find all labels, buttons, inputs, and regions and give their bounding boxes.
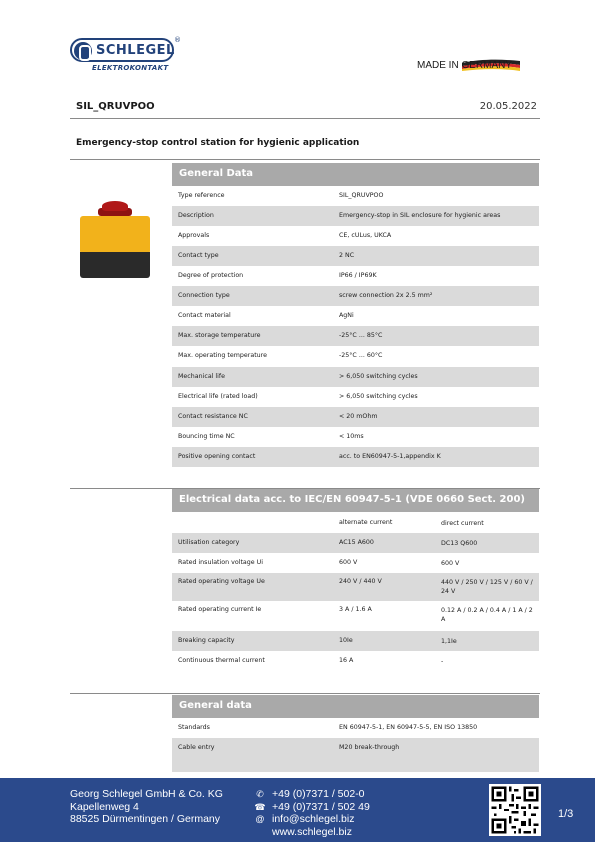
table-row [172,738,539,758]
subtitle-divider [70,159,540,160]
row-value: acc. to EN60947-5-1,appendix K [339,453,441,460]
table-row [172,407,539,427]
row-key: Mechanical life [178,373,226,380]
row-value: CE, cULus, UKCA [339,232,392,239]
row-key: Contact material [178,312,231,319]
row-key: Standards [178,724,210,731]
row-key: Contact resistance NC [178,413,248,420]
row-key: Electrical life (rated load) [178,393,258,400]
table-row [172,326,539,346]
row-value: -25°C ... 60°C [339,352,383,359]
row-key: Breaking capacity [178,637,235,644]
row-value: Emergency-stop in SIL enclosure for hygienic areas [339,212,501,219]
row-key: Utilisation category [178,539,240,546]
row-value: screw connection 2x 2.5 mm² [339,292,433,299]
row-value: < 10ms [339,433,364,440]
table-row [172,286,539,306]
row-value-dc: - [441,658,444,665]
table-row [172,573,539,601]
footer-contact [254,788,370,838]
table-row [172,651,539,671]
row-value: EN 60947-5-1, EN 60947-5-5, EN ISO 13850 [339,724,478,731]
row-key: Description [178,212,214,219]
row-value-dc: DC13 Q600 [441,540,478,547]
row-value-ac: 600 V [339,559,358,566]
table-row [172,553,539,573]
section-divider [70,693,540,694]
made-in-germany: MADE IN GERMANY [417,60,513,71]
row-key: Degree of protection [178,272,244,279]
table-row [172,718,539,738]
row-value-dc: 0.12 A / 0.2 A / 0.4 A / 1 A / 2 A [441,607,533,623]
table-row [172,266,539,286]
row-key: Max. storage temperature [178,332,261,339]
section-general-data-2: General data [172,695,539,718]
row-value-ac: 3 A / 1.6 A [339,606,372,613]
footer-address [70,788,223,826]
table-row [172,427,539,447]
row-key: Rated insulation voltage Ui [178,559,264,566]
document-date: 20.05.2022 [479,101,537,112]
company-logo [70,38,180,72]
footer-company: Georg Schlegel GmbH & Co. KG [70,788,223,800]
table-row [172,367,539,387]
row-value: AgNi [339,312,354,319]
row-key: Bouncing time NC [178,433,235,440]
logo-oval [70,38,174,62]
table-row [172,246,539,266]
header-divider [70,118,540,119]
column-header-dc: direct current [441,520,484,527]
product-code: SIL_QRUVPOO [76,101,155,112]
table-row [172,631,539,651]
logo-registered-mark: ® [174,36,181,44]
fax-icon: ☎ [254,801,266,812]
row-value: M20 break-through [339,744,400,751]
row-value: > 6,050 switching cycles [339,393,418,400]
table-row [172,206,539,226]
row-value-ac: 240 V / 440 V [339,578,382,585]
footer-phone[interactable]: +49 (0)7371 / 502-0 [272,788,365,800]
email-icon: @ [255,814,265,824]
enclosure-base [80,252,150,278]
row-key: Approvals [178,232,210,239]
row-value: 2 NC [339,252,355,259]
product-image [80,194,150,284]
logo-brand: SCHLEGEL [96,43,175,58]
table-row [172,533,539,553]
table-row [172,226,539,246]
page-number: 1/3 [558,808,574,820]
row-key: Contact type [178,252,219,259]
footer-street: Kapellenweg 4 [70,800,139,813]
section-general-data: General Data [172,163,539,186]
row-value: > 6,050 switching cycles [339,373,418,380]
emergency-button-cap [102,201,128,211]
table-row-filler [172,758,539,772]
table-row [172,387,539,407]
column-header-ac: alternate current [339,519,393,526]
table-row [172,601,539,631]
document-subtitle: Emergency-stop control station for hygienic application [76,138,360,148]
row-key: Rated operating current Ie [178,606,262,613]
row-value: < 20 mOhm [339,413,378,420]
section-electrical-data: Electrical data acc. to IEC/EN 60947-5-1 (VDE 0660 Sect. 200) [172,489,539,512]
row-value: -25°C ... 85°C [339,332,383,339]
table-header-row [172,513,539,533]
row-key: Cable entry [178,744,215,751]
logo-subtitle: ELEKTROKONTAKT [92,64,169,72]
row-key: Connection type [178,292,230,299]
footer-website[interactable]: www.schlegel.biz [272,825,352,838]
row-key: Rated operating voltage Ue [178,578,265,585]
table-row [172,447,539,467]
table-row [172,186,539,206]
row-value-ac: 10Ie [339,637,353,644]
table-row [172,306,539,326]
footer-email[interactable]: info@schlegel.biz [272,813,355,825]
logo-s-icon [74,42,92,60]
row-key: Max. operating temperature [178,352,267,359]
qr-code-icon[interactable] [489,784,541,836]
row-key: Positive opening contact [178,453,256,460]
footer [0,778,595,842]
row-value-ac: AC15 A600 [339,539,374,546]
row-value-dc: 440 V / 250 V / 125 V / 60 V / 24 V [441,579,533,595]
row-value-dc: 600 V [441,560,460,567]
row-key: Type reference [178,192,225,199]
footer-city: 88525 Dürmentingen / Germany [70,813,220,825]
row-value: IP66 / IP69K [339,272,377,279]
row-value-ac: 16 A [339,657,354,664]
footer-fax: +49 (0)7371 / 502 49 [272,800,370,813]
row-key: Continuous thermal current [178,657,265,664]
enclosure-body [80,216,150,254]
row-value: SIL_QRUVPOO [339,192,384,199]
table-row [172,346,539,366]
row-value-dc: 1,1Ie [441,638,457,645]
phone-icon: ✆ [256,789,264,799]
